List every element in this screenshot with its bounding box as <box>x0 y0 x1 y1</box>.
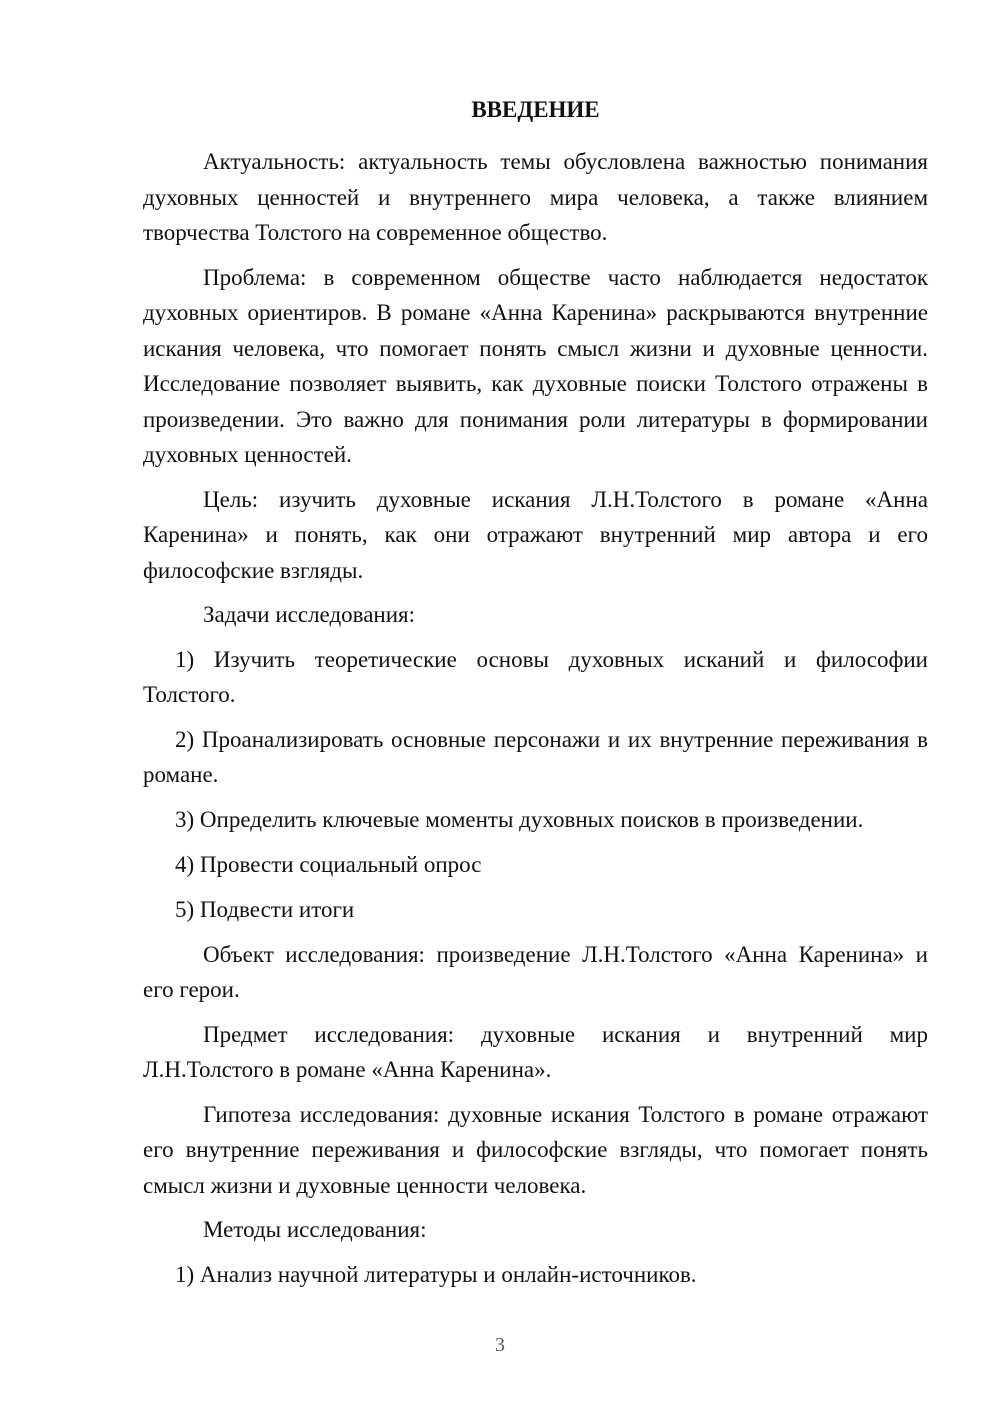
section-title: ВВЕДЕНИЕ <box>471 97 600 122</box>
paragraph-methods-heading: Методы исследования: <box>203 1217 427 1242</box>
paragraph-tasks-heading: Задачи исследования: <box>203 602 416 627</box>
task-item-4: 4) Провести социальный опрос <box>175 851 482 877</box>
paragraph-goal: Цель: изучить духовные искания Л.Н.Толстого в романе «Анна Каренина» и понять, как они отражают внутренний мир автора и его философские взгляды. <box>143 486 928 583</box>
paragraph-relevance: Актуальность: актуальность темы обусловлена важностью понимания духовных ценностей и внутреннего мира человека, а также влиянием творчества Толстого на современное общество. <box>143 149 928 245</box>
page-content <box>143 92 928 1302</box>
task-item-5: 5) Подвести итоги <box>175 896 355 922</box>
paragraph-hypothesis: Гипотеза исследования: духовные искания Толстого в романе отражают его внутренние переживания и философские взгляды, что помогает понять смысл жизни и духовные ценности человека. <box>143 1101 928 1198</box>
page-number: 3 <box>495 1334 505 1356</box>
task-item-2: 2) Проанализировать основные персонажи и их внутренние переживания в романе. <box>143 726 928 787</box>
paragraph-problem: Проблема: в современном обществе часто наблюдается недостаток духовных ориентиров. В романе «Анна Каренина» раскрываются внутренние искания человека, что помогает понять смысл жизни и духовные ценности. Исследование позволяет выявить, как духовные поиски Толстого отражены в произведении. Это важно для понимания роли литературы в формировании духовных ценностей. <box>143 264 928 467</box>
paragraph-subject: Предмет исследования: духовные искания и внутренний мир Л.Н.Толстого в романе «Анна Каренина». <box>143 1021 928 1082</box>
paragraph-object: Объект исследования: произведение Л.Н.Толстого «Анна Каренина» и его герои. <box>143 941 928 1002</box>
method-item-1: 1) Анализ научной литературы и онлайн-источников. <box>175 1261 697 1287</box>
task-item-3: 3) Определить ключевые моменты духовных поисков в произведении. <box>175 806 864 832</box>
task-item-1: 1) Изучить теоретические основы духовных исканий и философии Толстого. <box>143 646 928 707</box>
